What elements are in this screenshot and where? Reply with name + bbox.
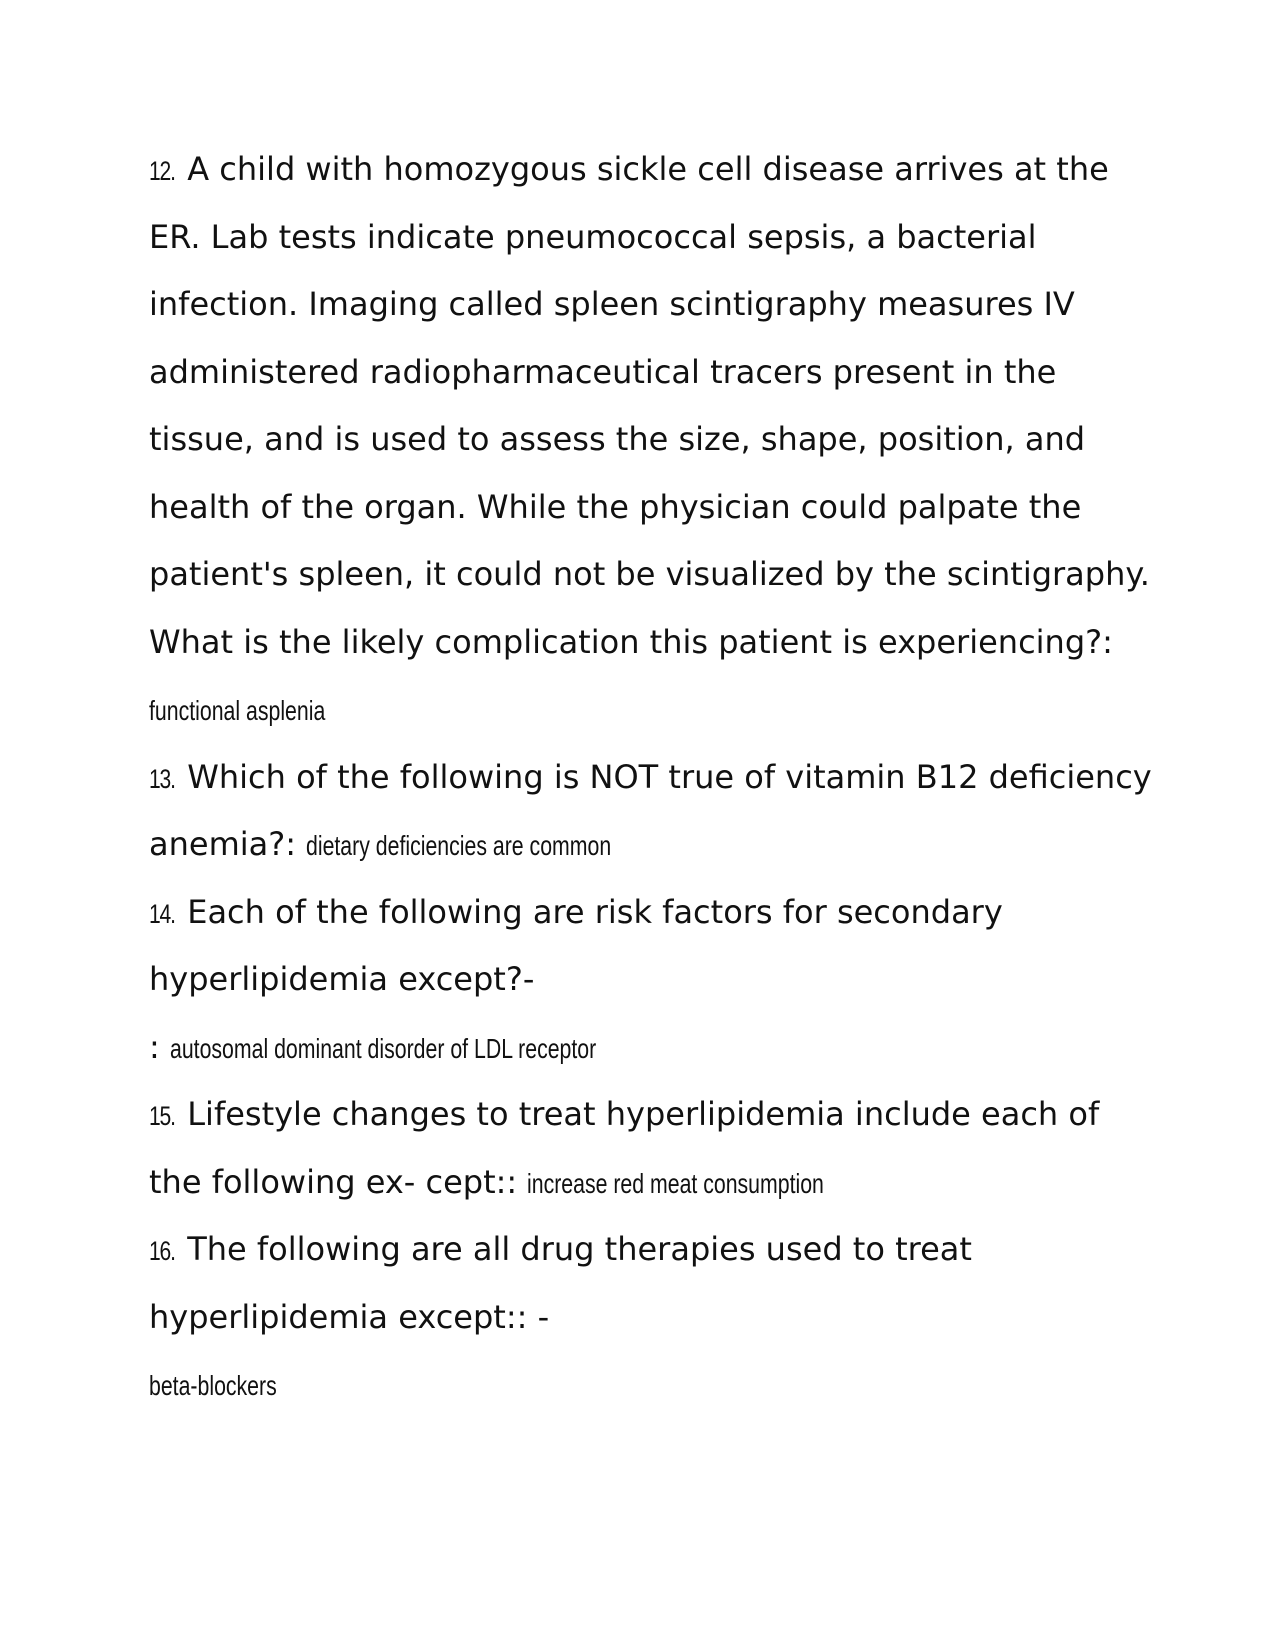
answer-text: dietary deficiencies are common [306, 830, 612, 861]
question-text: A child with homozygous sickle cell disease arrives at the [187, 150, 1109, 188]
question-number: 13. [149, 763, 175, 794]
question-15-line-2 [149, 1149, 1149, 1217]
question-text: tissue, and is used to assess the size, shape, position, and [149, 420, 1086, 458]
question-number: 15. [149, 1101, 175, 1131]
question-12-line-6 [149, 474, 1149, 542]
answer-text: functional asplenia [149, 695, 326, 726]
question-text: hyperlipidemia except:: - [149, 1297, 550, 1336]
question-12-answer-line [149, 676, 1149, 744]
question-14-line-1 [149, 879, 1149, 947]
question-12-line-7 [149, 541, 1149, 609]
question-number: 16. [149, 1236, 175, 1266]
question-text: What is the likely complication this patient is experiencing?: [149, 622, 1113, 661]
question-text: Which of the following is NOT true of vitamin B12 deficiency [187, 757, 1152, 796]
answer-text: increase red meat consumption [527, 1167, 825, 1199]
question-12-line-5 [149, 406, 1149, 474]
question-text: Lifestyle changes to treat hyperlipidemia include each of [187, 1095, 1100, 1133]
question-16-answer-line [149, 1351, 1149, 1419]
question-text: health of the organ. While the physician could palpate the [149, 487, 1082, 526]
question-12-line-2 [149, 204, 1149, 272]
question-text: administered radiopharmaceutical tracers present in the [149, 352, 1057, 391]
question-14-line-2 [149, 946, 1149, 1014]
question-text: The following are all drug therapies used to treat [187, 1230, 972, 1268]
question-12-line-1 [149, 136, 1149, 204]
question-12-line-3 [149, 271, 1149, 339]
question-16-line-1 [149, 1216, 1149, 1284]
question-number: 14. [149, 898, 175, 929]
question-15-line-1 [149, 1081, 1149, 1149]
question-text: patient's spleen, it could not be visualized by the scintigraphy. [149, 555, 1150, 593]
question-text: ER. Lab tests indicate pneumococcal sepsis, a bacterial [149, 217, 1037, 256]
question-13-line-2 [149, 811, 1149, 879]
question-text: anemia?: [149, 825, 297, 863]
question-text: infection. Imaging called spleen scintigraphy measures IV [149, 285, 1075, 323]
question-text: Each of the following are risk factors for secondary [187, 892, 1003, 931]
answer-text: beta-blockers [149, 1370, 277, 1401]
question-text: hyperlipidemia except?- [149, 960, 535, 998]
question-text: the following ex- cept:: [149, 1162, 518, 1201]
question-12-line-8 [149, 609, 1149, 677]
question-13-line-1 [149, 744, 1152, 812]
question-number: 12. [149, 156, 175, 186]
document-page [149, 136, 1152, 1419]
question-16-line-2 [149, 1284, 1149, 1352]
answer-text: autosomal dominant disorder of LDL receptor [169, 1032, 597, 1064]
question-14-line-3 [149, 1014, 1149, 1082]
question-text: : [149, 1027, 160, 1066]
question-12-line-4 [149, 339, 1149, 407]
